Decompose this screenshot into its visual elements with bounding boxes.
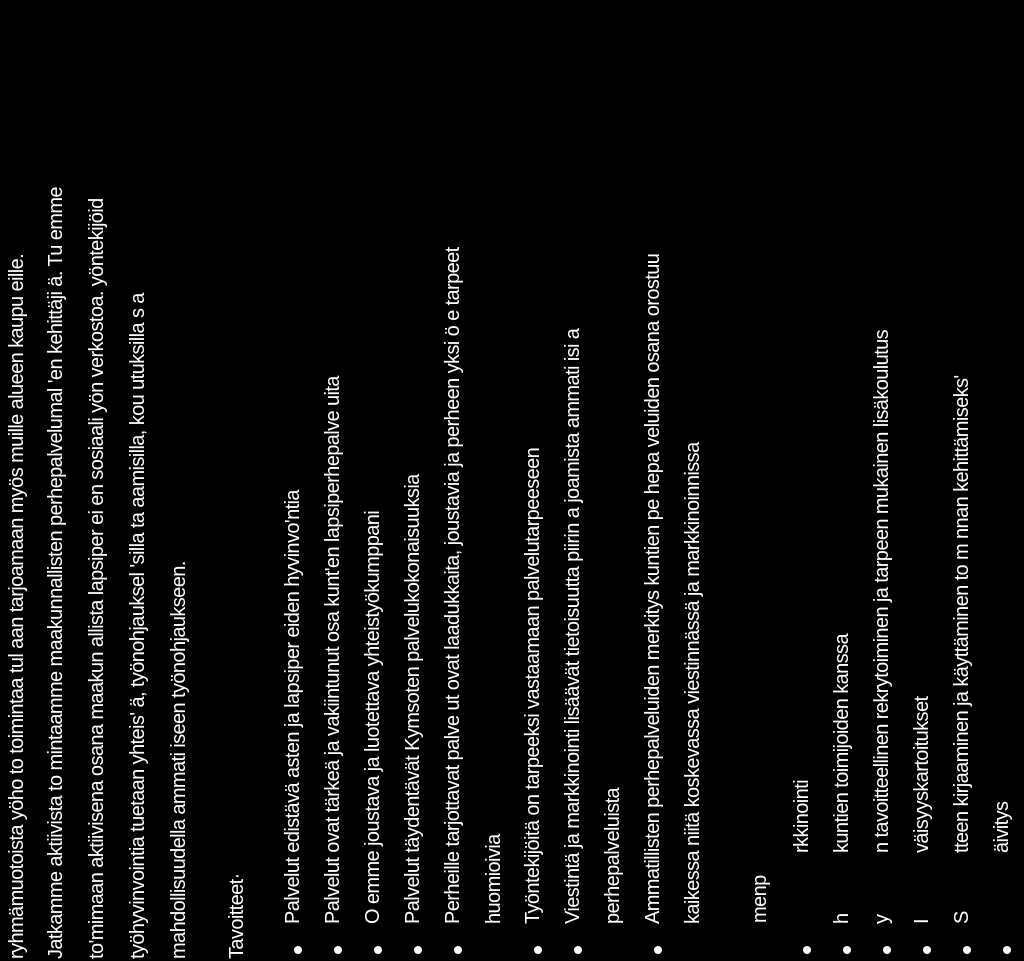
tavoite-item: O emme joustava ja luotettava yhteistyökumppani [362, 510, 384, 924]
bullet-dot [963, 946, 971, 954]
bullet-dot [414, 946, 422, 954]
menp-marker: h [831, 913, 853, 924]
bullet-dot [574, 946, 582, 954]
tavoite-item-continuation: perhepalveluista [602, 787, 624, 924]
bullet-dot [654, 946, 662, 954]
bullet-dot [374, 946, 382, 954]
menp-item: rkkinointi [791, 780, 813, 853]
menp-marker: y [871, 914, 893, 924]
menp-item: väisyyskartoitukset [911, 696, 933, 853]
menp-heading: menp [749, 875, 771, 923]
tavoite-item: Ammatillisten perhepalveluiden merkitys kuntien pe hepa veluiden osana orostuu [642, 253, 664, 924]
tavoite-item: Perheille tarjottavat palve ut ovat laadukkaita, joustavia ja perheen yksi ö e tarpeet [442, 247, 464, 924]
menp-item: tteen kirjaaminen ja käyttäminen to m nnan kehittämiseks' [951, 375, 973, 853]
bullet-dot [843, 946, 851, 954]
tavoite-item-continuation: kaikessa niitä koskevassa viestinnässä ja markkinoinnissa [682, 442, 704, 924]
bullet-dot [803, 946, 811, 954]
bullet-dot [334, 946, 342, 954]
tavoite-item-continuation: huomioivia [483, 834, 505, 924]
intro-line: työhyvinvointia tuetaan yhteis' ä, työnohjauksel 'silla ta aamisilla, kou utuksilla s a [127, 293, 149, 959]
menp-item: n tavoitteellinen rekrytoiminen ja tarpeen mukainen lisäkoulutus [871, 329, 893, 853]
menp-marker: I [911, 919, 933, 924]
bullet-dot [1003, 946, 1011, 954]
tavoite-item: Palvelut täydentävät Kymsoten palvelukokonaisuuksia [402, 474, 424, 924]
bullet-dot [454, 946, 462, 954]
menp-item: äivitys [991, 801, 1013, 853]
intro-line: ryhmämuotoista yöho to toimintaa tul aan tarjoamaan myös muille alueen kaupu eille. [6, 253, 28, 959]
bullet-dot [923, 946, 931, 954]
menp-marker: S [951, 911, 973, 924]
bullet-dot [883, 946, 891, 954]
tavoite-item: Viestintä ja markkinointi lisäävät tietoisuutta piirin a joamista ammati isi a [562, 328, 584, 924]
tavoite-item: Palvelut edistävä asten ja lapsiper eiden hyvinvo'ntia [282, 490, 304, 924]
tavoite-item: Palvelut ovat tärkeä ja vakiintunut osa kunt'en lapsiperhepalve uita [322, 376, 344, 924]
intro-line: mahdollisuudella ammati iseen työnohjaukseen. [168, 561, 190, 959]
tavoitteet-heading: Tavoitteet· [226, 873, 248, 959]
intro-line: Jatkamme aktiivista to mintaamme maakunnallisten perhepalvelumal 'en kehittäji ä. Tu emme [45, 187, 67, 959]
tavoite-item: Työntekijöitä on tarpeeksi vastaamaan palvelutarpeeseen [522, 447, 544, 924]
bullet-dot [534, 946, 542, 954]
menp-item: kuntien toimijoiden kanssa [831, 634, 853, 853]
bullet-dot [294, 946, 302, 954]
intro-line: to'mimaan aktiivisena osana maakun allista lapsiper ei en sosiaali yön verkostoa. yöntekijöid [86, 198, 108, 959]
